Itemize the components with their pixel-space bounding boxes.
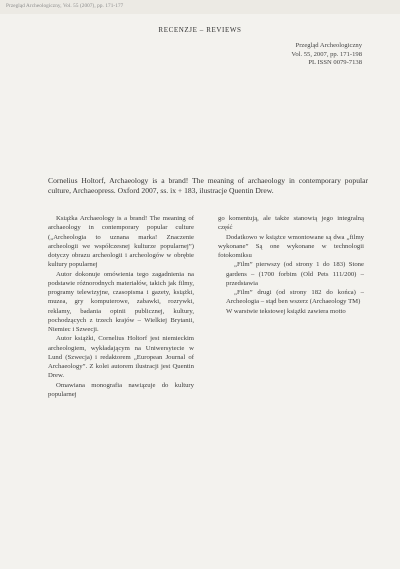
left-paragraph-2: Autor dokonuje omówienia tego zagadnienia na podstawie różnorodnych materiałów, takich jak filmy, programy telewizyjne, czasopisma i gazety, książki, muzea, gry komputerowe, zabawki, rozrywki, reklamy, badania opinii publicznej, kultury, pochodzących z trzech krajów – Wielkiej Brytanii, Niemiec i Szwecji. <box>48 270 194 333</box>
journal-block <box>291 42 362 68</box>
left-paragraph-1: Książka Archaeology is a brand! The meaning of archaeology in contemporary popular culture („Archeologia to uznana marka! Znaczenie archeologii we współczesnej kulturze popularnej”) dotyczy obrazu archeologii i archeologów w obrębie kultury popularnej <box>48 215 194 269</box>
left-paragraph-4: Omawiana monografia nawiązuje do kultury popularnej <box>48 381 194 398</box>
left-paragraph-3: Autor książki, Cornelius Holtorf jest niemieckim archeologiem, wykładającym na Uniwersytecie w Lund (Szwecja) i redaktorem „European Journal of Archaeology”. Z kolei autorem ilustracji jest Quentin Drew. <box>48 335 194 380</box>
page-top-strip <box>0 0 400 14</box>
journal-name: Przegląd Archeologiczny <box>295 42 362 49</box>
right-paragraph-3: „Film” pierwszy (od strony 1 do 183) Stone gardens – (1700 forbim (Old Pets 111/200) – przedstawia <box>226 261 364 287</box>
section-title: RECENZJE – REVIEWS <box>158 26 242 34</box>
left-column <box>48 214 194 399</box>
right-paragraph-1: go komentują, ale także stanowią jego integralną część <box>218 215 364 232</box>
right-paragraph-2: Dodatkowo w książce wmontowane są dwa „filmy wykonane” Są one wykonane w technologii fotokomiksu <box>218 233 364 259</box>
journal-issn: PL ISSN 0079-7138 <box>308 59 362 67</box>
right-paragraph-4: „Film” drugi (od strony 182 do końca) – Archeologia – stąd ben wszerz (Archaeology TM) <box>226 289 364 306</box>
review-citation: Cornelius Holtorf, Archaeology is a brand! The meaning of archaeology in contemporary popular culture, Archaeopress. Oxford 2007, ss. ix + 183, ilustracje Quentin Drew. <box>48 176 368 196</box>
journal-volume-pages: Vol. 55, 2007, pp. 171-198 <box>291 50 362 58</box>
running-head: Przegląd Archeologiczny, Vol. 55 (2007), pp. 171-177 <box>6 3 124 9</box>
right-paragraph-5: W warstwie tekstowej książki zawiera motto <box>226 307 346 315</box>
right-column <box>218 214 364 316</box>
